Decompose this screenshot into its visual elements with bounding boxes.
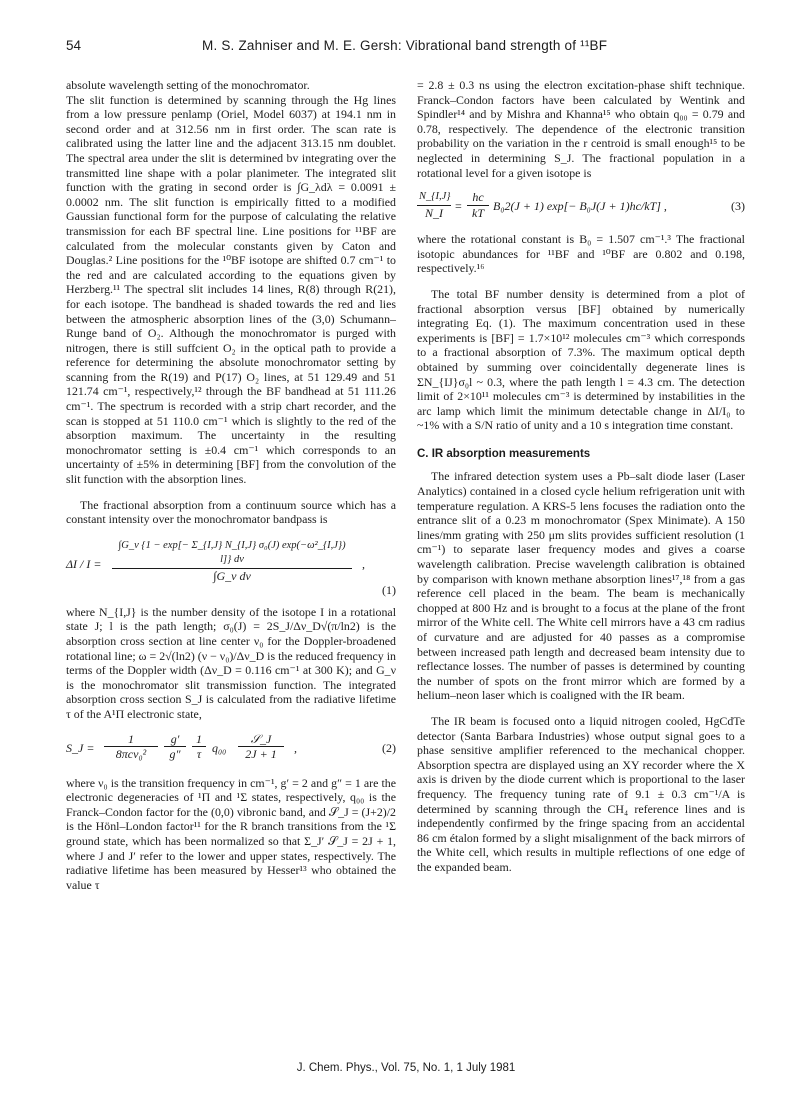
paragraph: The total BF number density is determined from a plot of fractional absorption versus [BF] obtained by numerically integrating Eq. (1). The maximum concentration used in these experiments is [BF] = 1.7×10¹² molecules cm⁻³ which corresponds to a fractional absorption of 7.3%. The maximum optical depth obtained by summing over coincidentally degenerate lines is ΣN_{IJ}σ₀l ~ 0.3, where the path length l = 4.3 cm. The detection limit of 2×10¹¹ molecules cm⁻³ is determined by instabilities in the arc lamp which limit the minimum detectable change in ΔI/I₀ to ~1% with a S/N ratio of unity and a 10 s integration time constant. [417, 286, 745, 433]
fraction-numerator: 𝒮_J [238, 732, 284, 748]
paragraph: The fractional absorption from a continuum source which has a constant intensity over the monochromator bandpass is [66, 497, 396, 527]
equation-rhs: B₀2(J + 1) exp[− B₀J(J + 1)hc/kT] , [493, 199, 667, 214]
fraction-numerator: hc [467, 190, 489, 206]
left-column [66, 78, 396, 892]
fraction-numerator: 1 [104, 732, 158, 748]
page-header [66, 38, 746, 58]
fraction-numerator: g′ [164, 732, 186, 748]
section-heading: C. IR absorption measurements [417, 447, 591, 460]
equation-fraction [112, 539, 352, 584]
page-number: 54 [66, 38, 82, 53]
paragraph: where ν₀ is the transition frequency in cm⁻¹, g′ = 2 and g″ = 1 are the electronic degeneracies of ¹Π and ¹Σ states, respectively, q₀₀ is the Franck–Condon factor for the (0,0) vibronic band, and 𝒮_J = (J+2)/2 is the Hönl–London factor¹¹ for the R branch transitions from the ¹Σ ground state, which has been normalized so that Σ_J′ 𝒮_J = 2J + 1, where J and J′ refer to the lower and upper states, respectively. The radiative lifetime has been measured by Hesser¹³ who obtained the value τ [66, 775, 396, 892]
paragraph: The infrared detection system uses a Pb–salt diode laser (Laser Analytics) contained in a closed cycle helium refrigeration unit with temperature regulation. A KRS-5 lens focuses the radiation onto the entrance slit of a 0.23 m monochromator (Spex Minimate). A 150 lines/mm grating with 250 μm slits provides sufficient resolution (1 cm⁻¹) to separate laser frequency modes and gives a coarse wavelength calibration. Precise wavelength calibration is obtained by comparison with known methane absorption lines¹⁷,¹⁸ from a gas reference cell placed in the beam. The beam is mechanically chopped at 800 Hz and is brought to a focus at the plane of the front mirror of the White cell. The White cell mirrors have a 43 cm radius of curvature and are adjusted for 40 passes as a compromise between increased path length and decreased beam intensity due to reflectance losses. The number of passes is determined by counting the number of spots on the front mirror which are formed by a helium–neon laser which is coaligned with the IR beam. [417, 469, 745, 703]
equation-tail: , [294, 740, 297, 755]
paragraph: absolute wavelength setting of the monochromator. [66, 78, 310, 92]
fraction-denominator: N_I [425, 205, 443, 220]
equation-3 [417, 188, 745, 224]
page-footer: J. Chem. Phys., Vol. 75, No. 1, 1 July 1981 [296, 1062, 516, 1074]
equation-fraction [192, 732, 206, 762]
paragraph: where the rotational constant is B₀ = 1.507 cm⁻¹.³ The fractional isotopic abundances for ¹¹BF and ¹⁰BF are 0.802 and 0.198, respectively.¹⁶ [417, 232, 745, 276]
equation-fraction [238, 732, 284, 762]
equation-factor: q₀₀ [212, 740, 227, 755]
equation-fraction [417, 190, 451, 220]
paragraph: The slit function is determined by scanning through the Hg lines from a low pressure penlamp (Oriel, Model 6037) at 194.1 nm in second order and at 312.56 nm in first order. The scan rate is calibrated using the latter line and the adjacent 313.15 nm doublet. The spectral area under the slit is determined bv integrating over the transmitted line shape with a polar planimeter. The integrated slit function with the grating in second order is ∫G_λdλ = 0.0091 ± 0.0002 nm. The slit function is empirically fitted to a modified Gaussian functional form for the purpose of calculating the relative transmission for each BF spectral line. Line positions for ¹¹BF are calculated from the molecular constants given by Caton and Douglas.² Line positions for the ¹⁰BF isotope are shifted 0.7 cm⁻¹ to the red and are calculated according to the equations given by Herzberg.¹¹ The spectral slit includes 14 lines, R(8) through R(21), for each isotope. The bandhead is shaded towards the red and lies between the atmospheric absorption lines of the (3,0) Schumann–Runge band of O₂. Although the monochromator is purged with nitrogen, there is still suffcient O₂ in the optical path to provide a reference for determining the absolute monochromator setting by scanning from the R(19) and P(17) O₂ lines, at 51 129.49 and 51 121.74 cm⁻¹, respectively,¹² through the BF bandhead at 51 111.26 cm⁻¹. The spectrum is recorded with a strip chart recorder, and the scan is stopped at 51 110.0 cm⁻¹ which is slightly to the red of the absorption maximum. The uncertainty in the resulting monochromator setting is ±0.4 cm⁻¹ which corresponds to an uncertainty of ±5% in determining [BF] from the convolution of the slit function with the absorption lines. [66, 92, 396, 487]
fraction-numerator: N_{I,J} [417, 190, 451, 206]
fraction-denominator: g″ [169, 747, 181, 762]
equation-tail: , [362, 556, 365, 571]
fraction-denominator: τ [196, 747, 202, 762]
equation-number: (3) [731, 199, 745, 214]
equation-number: (1) [382, 582, 396, 597]
equation-number: (2) [382, 740, 396, 755]
equation-lhs: ΔI / I = [66, 556, 102, 571]
paragraph: where N_{I,J} is the number density of the isotope I in a rotational state J; l is the path length; σ₀(J) = 2S_J/Δν_D√(π/ln2) is the absorption cross section at line center ν₀ for the Doppler-broadened rotational line; ω = 2√(ln2) (ν − ν₀)/Δν_D is the reduced frequency in terms of the Doppler width (Δν_D = 0.116 cm⁻¹ at 300 K); and G_ν is the monochromator slit transmission function. The integrated absorption cross section S_J is calculated from the radiative lifetime τ of the A¹Π electronic state, [66, 604, 396, 721]
equation-equals: = [455, 199, 462, 214]
fraction-denominator: 8πcν₀² [115, 747, 147, 762]
paragraph: = 2.8 ± 0.3 ns using the electron excitation-phase shift technique. Franck–Condon factors have been calculated by Wentink and Spindler¹⁴ and by Mishra and Khanna¹⁵ who obtain q₀₀ = 0.79 and 0.78, respectively. The dependence of the electronic transition probability on the variation in the r centroid is small enough¹⁵ to be neglected in determining S_J. The fractional population in a rotational level for a given isotope is [417, 78, 745, 180]
equation-fraction [467, 190, 489, 220]
equation-2 [66, 730, 396, 768]
fraction-denominator: kT [472, 205, 484, 220]
fraction-denominator: 2J + 1 [245, 747, 277, 762]
fraction-numerator: ∫G_ν {1 − exp[− Σ_{I,J} N_{I,J} σ₀(J) exp(−ω²_{I,J}) l]} dν [112, 539, 352, 569]
running-head: M. S. Zahniser and M. E. Gersh: Vibrational band strength of ¹¹BF [202, 38, 608, 53]
equation-lhs: S_J = [66, 740, 95, 755]
equation-fraction [104, 732, 158, 762]
equation-1 [66, 535, 396, 597]
fraction-denominator: ∫G_ν dν [213, 569, 251, 583]
equation-fraction [164, 732, 186, 762]
fraction-numerator: 1 [192, 732, 206, 748]
paragraph: The IR beam is focused onto a liquid nitrogen cooled, HgCdTe detector (Santa Barbara Industries) whose output signal goes to a phase sensitive amplifier referenced to the mechanical chopper. Absorption spectra are displayed using an XY recorder where the X axis is driven by the diode current which is proportional to the laser frequency. The frequency tuning rate of 9.1 ± 0.3 cm⁻¹/A is determined by scanning through the CH₄ reference lines and is independently confirmed by the fringe spacing from an accidental 86 cm étalon formed by a slight misalignment of the back mirrors of the White cell, which results in multiple reflections of one edge of the expanded beam. [417, 713, 745, 874]
right-column [417, 78, 745, 875]
